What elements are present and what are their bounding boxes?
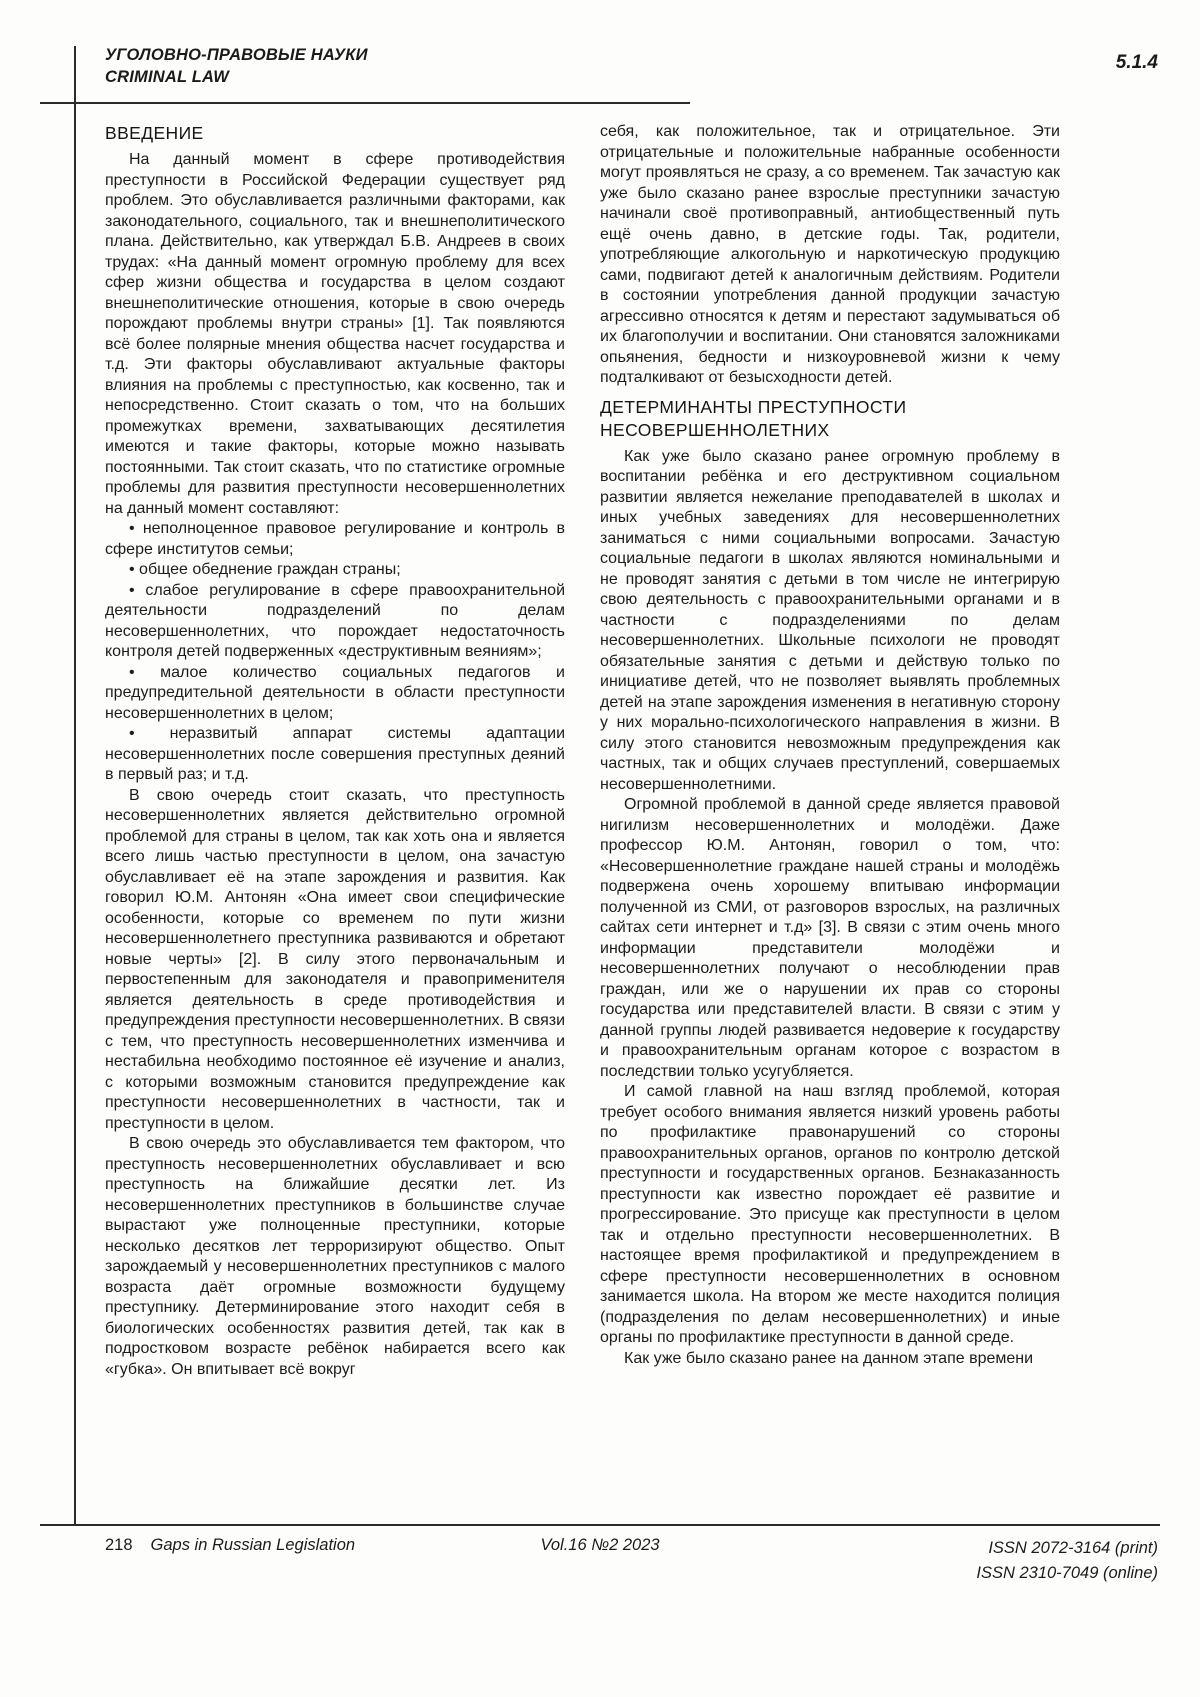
left-vertical-rule	[74, 46, 76, 1525]
left-column	[105, 122, 565, 1518]
bullet-item: • неполноценное правовое регулирование и контроль в сфере институтов семьи;	[105, 519, 565, 560]
journal-title: Gaps in Russian Legislation	[150, 1536, 356, 1554]
article-body	[105, 122, 1060, 1518]
paragraph: Как уже было сказано ранее на данном этапе времени	[624, 1349, 1034, 1367]
paragraph-continuation: себя, как положительное, так и отрицательное. Эти отрицательные и положительные набранные особенности могут проявляться не сразу, а со временем. Так зачастую как уже было сказано ранее взрослые преступники зачастую начинали своё противоправный, антиобщественный путь ещё очень давно, в детские годы. Так, родители, употребляющие алкогольную и наркотическую продукцию сами, подвигают детей к аналогичным действиям. Родители в состоянии употребления данной продукции зачастую агрессивно относятся к детям и перестают задумываться об их благополучии и воспитании. Они становятся заложниками опьянения, бедности и низкоуровневой жизни к чему подталкивают от безысходности детей.	[600, 123, 1060, 386]
rubric-russian: УГОЛОВНО-ПРАВОВЫЕ НАУКИ	[105, 46, 368, 64]
header-divider-rule	[40, 102, 690, 104]
page-number: 218	[105, 1536, 133, 1554]
section-title-introduction: ВВЕДЕНИЕ	[105, 123, 204, 143]
bullet-item: • неразвитый аппарат системы адаптации несовершеннолетних после совершения преступных деяний в первый раз; и т.д.	[105, 724, 565, 786]
paragraph: И самой главной на наш взгляд проблемой, которая требует особого внимания является низкий уровень работы по профилактике правонарушений со стороны правоохранительных органов, органов по контролю детской преступности и государственных органов. Безнаказанность преступности как известно порождает её развитие и прогрессирование. Это присуще как преступности в целом так и отдельно преступности несовершеннолетних. В настоящее время профилактикой и предупреждением в сфере преступности несовершеннолетних в основном занимается школа. На втором же месте находится полиция (подразделения по делам несовершеннолетних) и иные органы по профилактике преступности в данной среде.	[600, 1083, 1060, 1346]
paragraph: На данный момент в сфере противодействия преступности в Российской Федерации существует ряд проблем. Это обуславливается различными факторами, как законодательного, социального, так и внешнеполитического плана. Действительно, как утверждал Б.В. Андреев в своих трудах: «На данный момент огромную проблему для всех сфер жизни общества и государства в целом создают внешнеполитические отношения, которые в свою очередь порождают проблемы внутри страны» [1]. Так появляются всё более полярные мнения общества насчет государства и т.д. Эти факторы обуславливают актуальные факторы влияния на проблемы с преступностью, как косвенно, так и непосредственно. Стоит сказать о том, что на больших промежутках времени, захватывающих десятилетия имеются и такие факторы, которые можно называть постоянными. Так стоит сказать, что по статистике огромные проблемы для развития преступности несовершеннолетних на данный момент составляют:	[105, 151, 565, 517]
right-column	[600, 122, 1060, 1518]
paragraph: В свою очередь это обуславливается тем фактором, что преступность несовершеннолетних обуславливает и всю преступность на ближайшие десятки лет. Из несовершеннолетних преступников в большинстве случае вырастают уже полноценные преступники, которые несколько десятков лет терроризируют общество. Опыт зарождаемый у несовершеннолетних преступников с малого возраста даёт огромные возможности будущему преступнику. Детерминирование этого находит себя в биологических особенностях развития детей, так как в подростковом возрасте ребёнок набирается всего как «губка». Он впитывает всё вокруг	[105, 1135, 565, 1378]
rubric-english: CRIMINAL LAW	[105, 68, 229, 86]
footer-divider-rule	[40, 1524, 1160, 1526]
scientific-specialty-code: 5.1.4	[1115, 52, 1158, 73]
bullet-item: • малое количество социальных педагогов и предупредительной деятельности в области преступности несовершеннолетних в целом;	[105, 663, 565, 725]
bullet-item: • слабое регулирование в сфере правоохранительной деятельности подразделений по делам несовершеннолетних, что порождает недостаточность контроля детей подверженных «деструктивным веяниям»;	[105, 581, 565, 663]
section-title-determinants: ДЕТЕРМИНАНТЫ ПРЕСТУПНОСТИ НЕСОВЕРШЕННОЛЕТНИХ	[600, 396, 907, 440]
footer-issn	[976, 1536, 1158, 1586]
paragraph: Как уже было сказано ранее огромную проблему в воспитании ребёнка и его деструктивном социальном развитии является нежелание преподавателей в школах и иных учебных заведениях для несовершеннолетних заниматься с ними социальными вопросами. Зачастую социальные педагоги в школах являются номинальными и не проводят занятия с детьми в том числе не интегрирую свою деятельность с правоохранительными органами и в частности с подразделениями по делам несовершеннолетних. Школьные психологи не проводят обязательные занятия с детьми и действую только по инициативе детей, что не позволяет выявлять проблемных детей на этапе зарождения изменения в негативную сторону у них морально-психологического направления в жизни. В силу этого становится невозможным предупреждения как частных, так и общих случаев преступлений, совершаемых несовершеннолетними.	[600, 447, 1060, 793]
page-header	[105, 44, 368, 88]
issn-print: ISSN 2072-3164 (print)	[988, 1539, 1158, 1557]
issn-online: ISSN 2310-7049 (online)	[976, 1564, 1158, 1582]
footer-issue-info: Vol.16 №2 2023	[540, 1536, 660, 1554]
bullet-item: • общее обеднение граждан страны;	[105, 560, 565, 581]
paragraph: В свою очередь стоит сказать, что преступность несовершеннолетних является действительно огромной проблемой для страны в целом, так как хоть она и является всего лишь частью преступности в целом, она зачастую обуславливает её на этапе зарождения и развития. Как говорил Ю.М. Антонян «Она имеет свои специфические особенности, которые со временем по пути жизни несовершеннолетнего преступника развиваются и обретают новые черты» [2]. В силу этого первоначальным и первостепенным для законодателя и правоприменителя является деятельность в среде противодействия и предупреждения преступности несовершеннолетних. В связи с тем, что преступность несовершеннолетних изменчива и нестабильна необходимо постоянное её изучение и анализ, с которыми возможным становится предупреждение как преступности несовершеннолетних в частности, так и преступности в целом.	[105, 786, 565, 1132]
paragraph: Огромной проблемой в данной среде является правовой нигилизм несовершеннолетних и молодёжи. Даже профессор Ю.М. Антонян, говорил о том, что: «Несовершеннолетние граждане нашей страны и молодёжь подвержена очень хорошему впитываю информации полученной из СМИ, от разговоров взрослых, на различных сайтах сети интернет и т.д» [3]. В связи с этим очень много информации представители молодёжи и несовершеннолетних получают о несоблюдении прав граждан, или же о нарушении их прав со стороны государства или представителей власти. В связи с этим у данной группы людей развивается недоверие к государству и правоохранительным органам которое с возрастом в последствии только усугубляется.	[600, 796, 1060, 1080]
